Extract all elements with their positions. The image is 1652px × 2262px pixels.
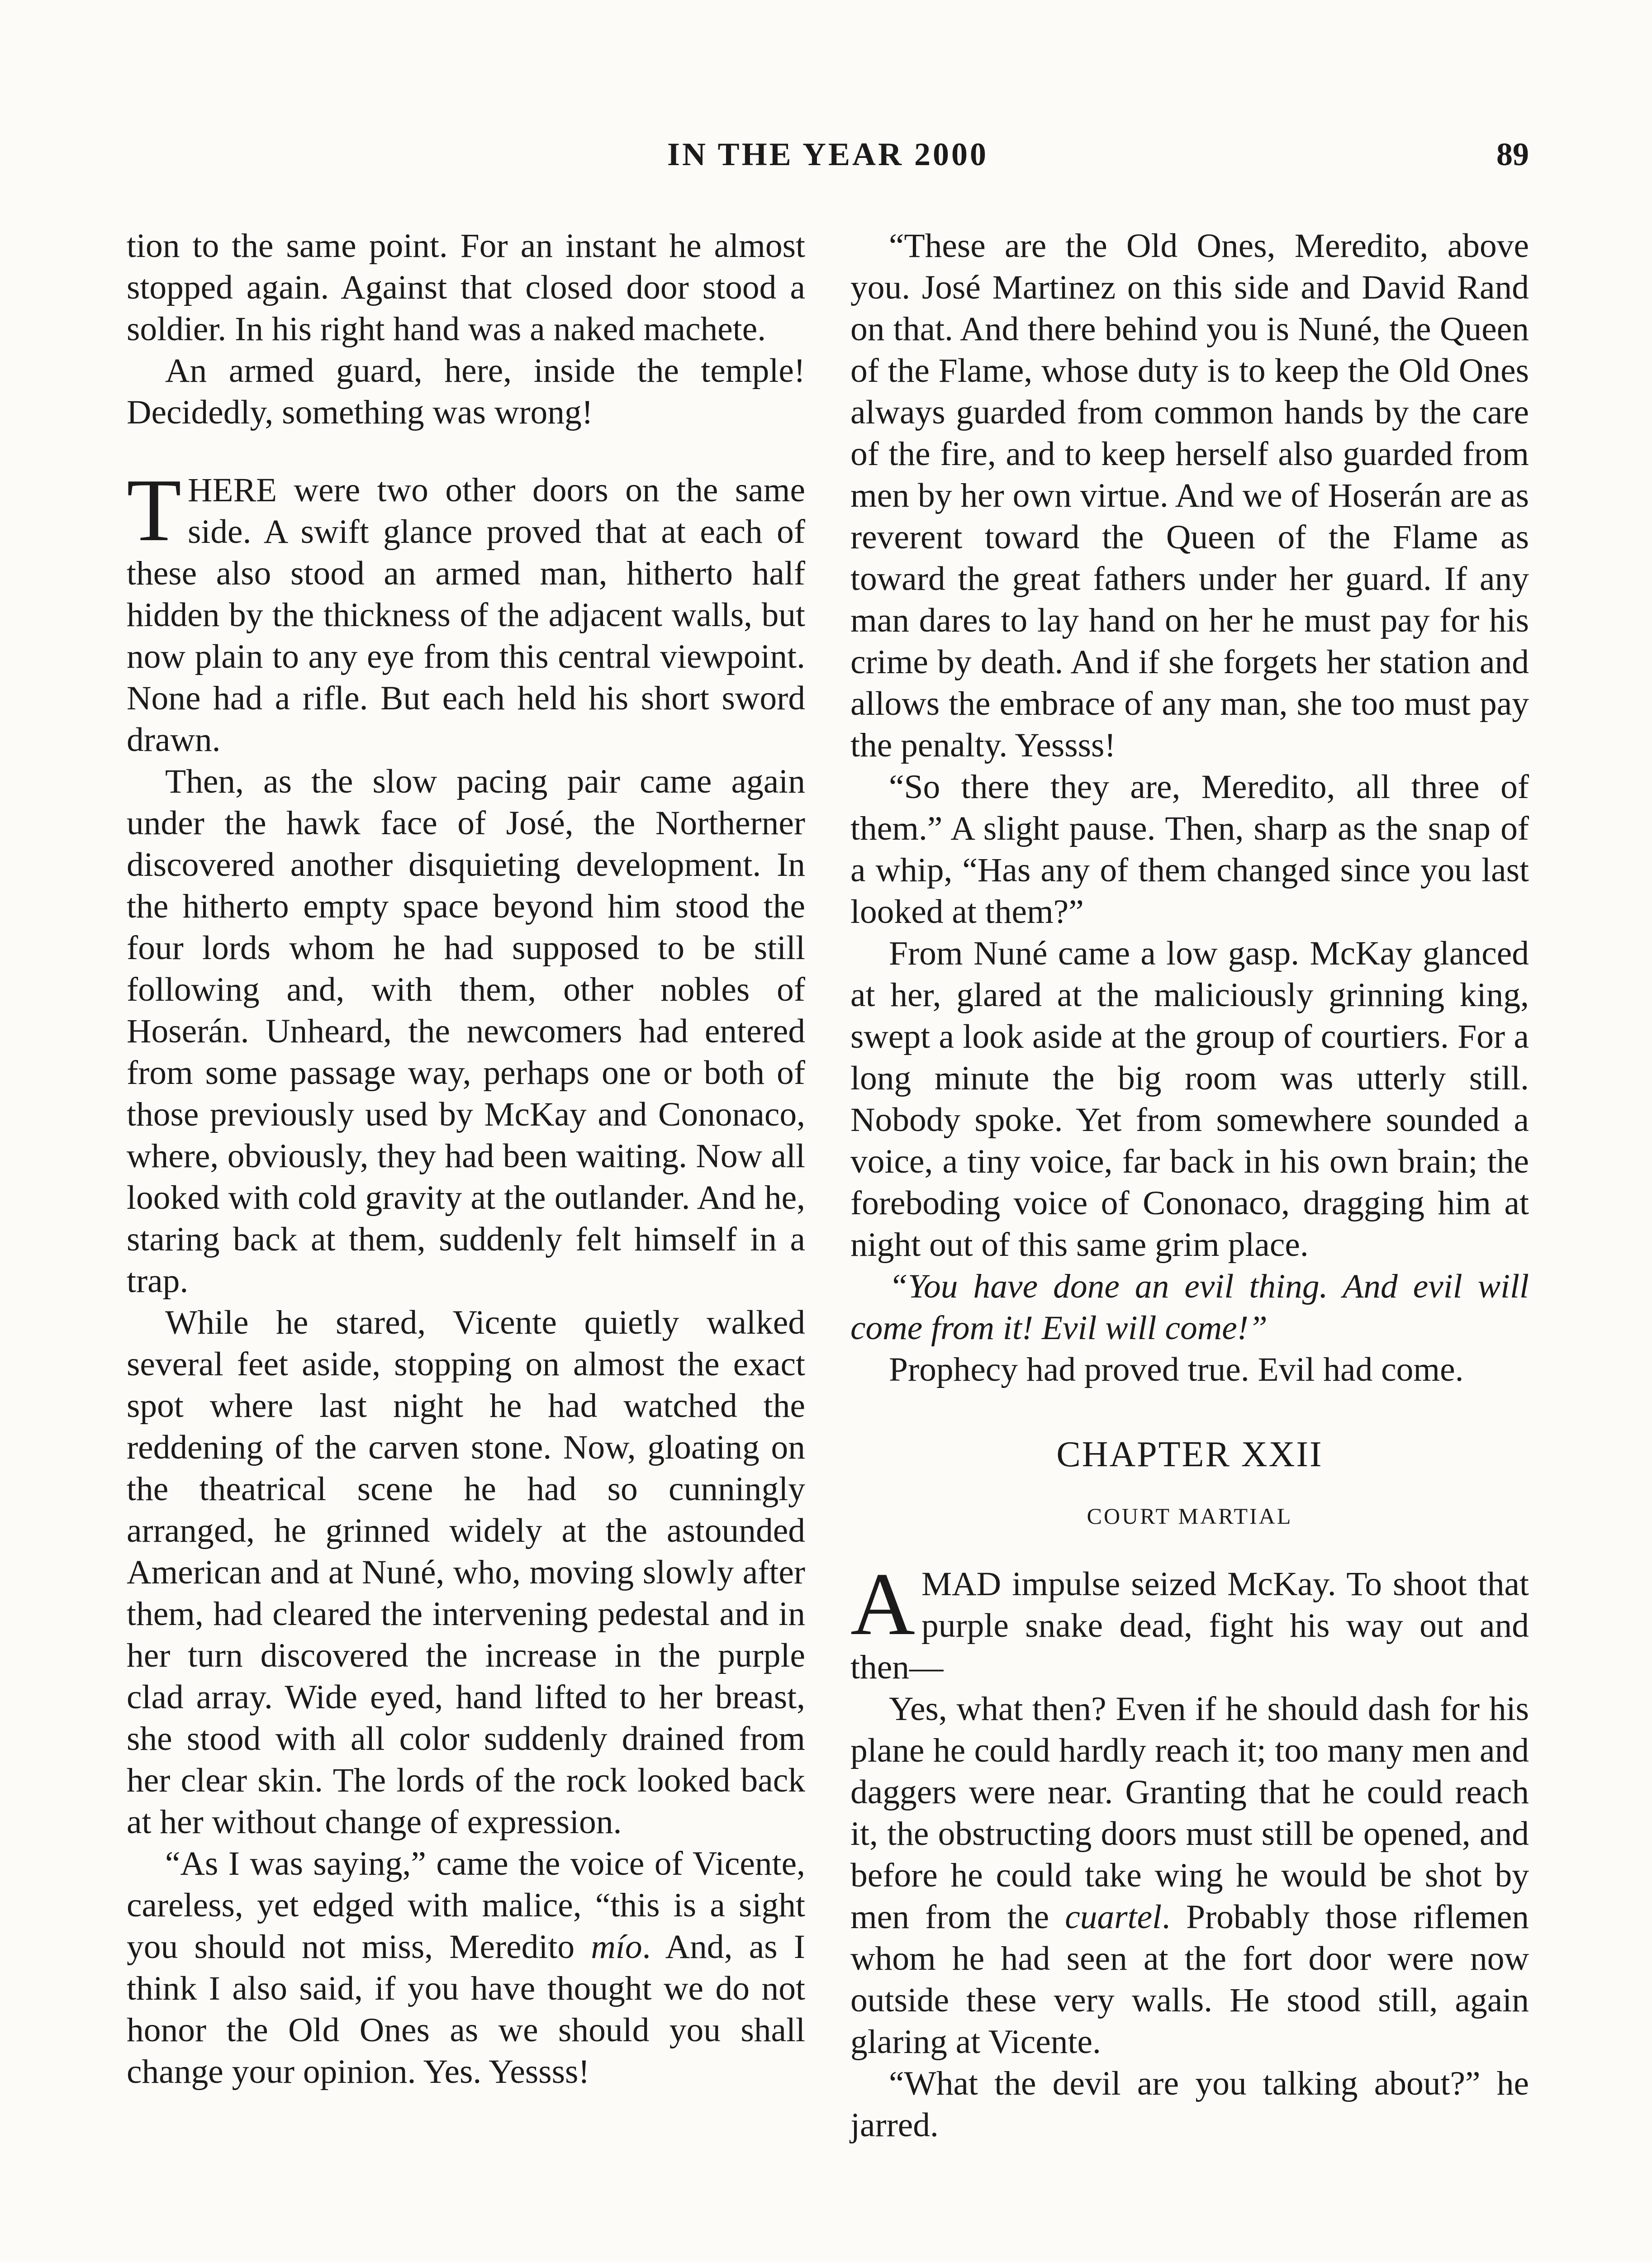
chapter-title: CHAPTER XXII <box>1056 1435 1323 1474</box>
paragraph-dropcap <box>850 1554 1529 1688</box>
paragraph: tion to the same point. For an instant he almost stopped again. Against that closed door stood a soldier. In his right hand was a naked machete. <box>127 227 805 348</box>
paragraph <box>850 1688 1529 2063</box>
paragraph: “What the devil are you talking about?” he jarred. <box>850 2065 1529 2144</box>
paragraph: Then, as the slow pacing pair came again under the hawk face of José, the Northerner discovered another disquieting development. In the hitherto empty space beyond him stood the four lords whom he had supposed to be still following and, with them, other nobles of Hoserán. Unheard, the newcomers had entered from some passage way, perhaps one or both of those previously used by McKay and Cononaco, where, obviously, they had been waiting. Now all looked with cold gravity at the outlander. And he, staring back at them, suddenly felt himself in a trap. <box>127 763 805 1300</box>
paragraph: “These are the Old Ones, Meredito, above you. José Martinez on this side and David Rand on that. And there behind you is Nuné, the Queen of the Flame, whose duty is to keep the Old Ones always guarded from common hands by the care of the fire, and to keep herself also guarded from men by her own virtue. And we of Hoserán are as reverent toward the Queen of the Flame as toward the great fathers under her guard. If any man dares to lay hand on her he must pay for his crime by death. And if she forgets her station and allows the embrace of any man, she too must pay the penalty. Yessss! <box>850 227 1529 764</box>
paragraph-text: Yes, what then? Even if he should dash for his plane he could hardly reach it; too many men and daggers were near. Granting that he could reach it, the obstructing doors must still be opened, and before he could take wing he would be shot by men from the <box>850 1690 1529 1936</box>
page-header <box>127 136 1529 181</box>
paragraph: Prophecy had proved true. Evil had come. <box>889 1351 1464 1388</box>
paragraph-text: “As I was saying,” came the voice of Vicente, careless, yet edged with malice, “this is a sight you should not miss, Meredito <box>127 1845 805 1966</box>
paragraph <box>127 1843 805 2093</box>
paragraph: An armed guard, here, inside the temple! Decidedly, something was wrong! <box>127 352 805 431</box>
page-number: 89 <box>1496 136 1529 172</box>
paragraph-dropcap <box>127 461 805 761</box>
italic-quote: “You have done an evil thing. And evil will come from it! Evil will come!” <box>850 1268 1529 1347</box>
running-title: IN THE YEAR 2000 <box>667 136 989 172</box>
right-column <box>850 225 1529 2146</box>
paragraph: While he stared, Vicente quietly walked several feet aside, stopping on almost the exact spot where last night he had watched the reddening of the carven stone. Now, gloating on the theatrical scene he had so cunningly arranged, he grinned widely at the astounded American and at Nuné, who, moving slowly after them, had cleared the intervening pedestal and in her turn discovered the increase in the purple clad array. Wide eyed, hand lifted to her breast, she stood with all color suddenly drained from her clear skin. The lords of the rock looked back at her without change of expression. <box>127 1304 805 1841</box>
paragraph-text: . And, as I think I also said, if you have thought we do not honor the Old Ones as we should you shall change your opinion. Yes. Yessss! <box>127 1928 805 2091</box>
paragraph: From Nuné came a low gasp. McKay glanced at her, glared at the maliciously grinning king, swept a look aside at the group of courtiers. For a long minute the big room was utterly still. Nobody spoke. Yet from somewhere sounded a voice, a tiny voice, far back in his own brain; the foreboding voice of Cononaco, dragging him at night out of this same grim place. <box>850 935 1529 1264</box>
italic-word: cuartel <box>1065 1898 1162 1936</box>
lead-word: HERE <box>187 471 277 509</box>
paragraph-text: were two other doors on the same side. A swift glance proved that at each of these also stood an armed man, hitherto half hidden by the thickness of the adjacent walls, but now plain to any eye from this central viewpoint. None had a rifle. But each held his short sword drawn. <box>127 471 805 759</box>
left-column <box>127 225 805 2093</box>
paragraph-text: impulse seized McKay. To shoot that purple snake dead, fight his way out and then— <box>850 1565 1529 1686</box>
drop-cap: T <box>127 461 181 560</box>
paragraph: “So there they are, Meredito, all three of them.” A slight pause. Then, sharp as the snap of a whip, “Has any of them changed since you last looked at them?” <box>850 768 1529 931</box>
lead-word: MAD <box>921 1565 1002 1603</box>
paragraph-text: . Probably those riflemen whom he had seen at the fort door were now outside these very walls. He stood still, again glaring at Vicente. <box>850 1898 1529 2061</box>
italic-word: mío <box>591 1928 642 1966</box>
drop-cap: A <box>850 1554 915 1654</box>
chapter-subtitle: COURT MARTIAL <box>1087 1503 1293 1529</box>
